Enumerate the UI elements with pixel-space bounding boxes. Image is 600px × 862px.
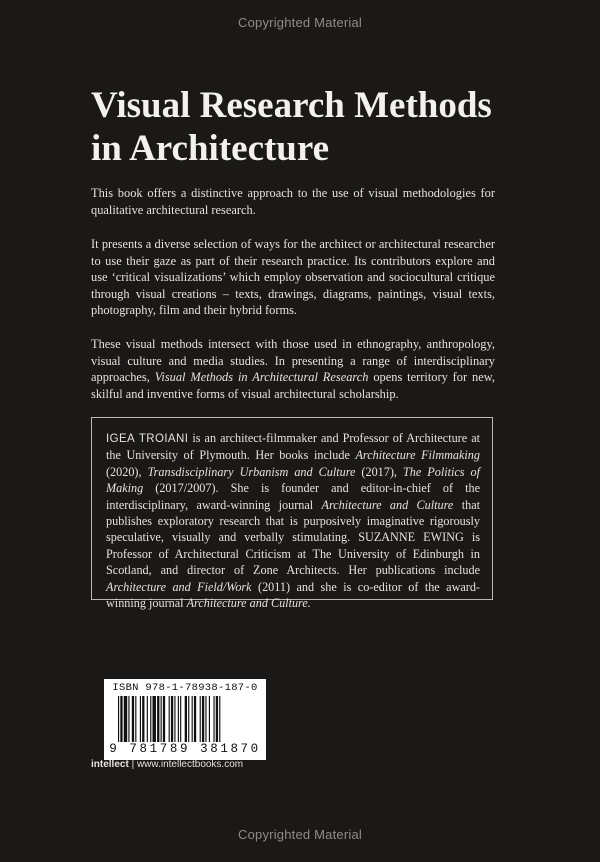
barcode-bar <box>161 696 162 742</box>
bio-text: (2020), <box>106 464 148 479</box>
barcode-bar <box>174 696 175 742</box>
author-name-troiani: IGEA TROIANI <box>106 433 189 445</box>
barcode-bar <box>178 696 179 742</box>
barcode-bar <box>188 696 189 742</box>
barcode-bar <box>132 696 134 742</box>
barcode-bar <box>171 696 173 742</box>
publisher-line <box>91 759 243 770</box>
publisher-brand: intellect <box>91 759 129 770</box>
barcode-bar <box>120 696 122 742</box>
description-paragraph-1: This book offers a distinctive approach to the use of visual methodologies for qualitative architectural research. <box>91 186 495 217</box>
bio-book-title: Transdisciplinary Urbanism and Culture <box>147 464 356 479</box>
barcode-bar <box>135 696 136 742</box>
barcode-bar <box>202 696 204 742</box>
watermark-top: Copyrighted Material <box>238 15 362 30</box>
barcode-bar <box>200 696 201 742</box>
barcode-bar <box>180 696 181 742</box>
isbn-label: ISBN 978-1-78938-187-0 <box>112 682 258 694</box>
barcode-bar <box>142 696 144 742</box>
description-paragraph-3 <box>91 336 495 402</box>
barcode-bar <box>219 696 220 742</box>
bio-text: (2011) and she is co-editor of the award-winning journal <box>106 579 480 611</box>
barcode-bar <box>128 696 129 742</box>
barcode-bar <box>205 696 206 742</box>
barcode-bar <box>194 696 196 742</box>
barcode-bar <box>118 696 119 742</box>
barcode-bar <box>147 696 148 742</box>
paragraph-3-text-start: These visual methods intersect with those used in ethnography, anthropology, visual culture and media studies. In presenting a range of interdisciplinary approaches, <box>91 337 495 385</box>
barcode-bar <box>163 696 165 742</box>
barcode-bar <box>192 696 193 742</box>
barcode-bar <box>150 696 151 742</box>
barcode-bar <box>140 696 141 742</box>
bio-text: is an architect-filmmaker and Professor of Architecture at the University of Plymouth. Her books include <box>106 431 480 463</box>
barcode-bar <box>124 696 127 742</box>
barcode-bar <box>185 696 187 742</box>
description-paragraph-2: It presents a diverse selection of ways for the architect or architectural researcher to use their gaze as part of their research practice. Its contributors explore and use ‘critical visualizations’ which employ observation and sociocultural critique through visual creations – texts, drawings, diagrams, paintings, visual texts, photography, film and their hybrid forms. <box>91 237 495 318</box>
paragraph-3-italic-title: Visual Methods in Architectural Research <box>154 370 369 385</box>
bio-journal-title: Architecture and Culture. <box>186 596 311 611</box>
barcode-bar <box>157 696 159 742</box>
book-title: Visual Research Methods in Architecture <box>91 85 492 169</box>
barcode-bar <box>213 696 214 742</box>
publisher-separator: | <box>128 759 137 770</box>
barcode-bar <box>216 696 218 742</box>
author-bio <box>106 430 480 611</box>
bio-book-title: Architecture and Field/Work <box>106 579 252 594</box>
bio-book-title: The Politics of Making <box>106 464 480 496</box>
bio-text: (2017/2007). She is founder and editor-in-chief of the interdisciplinary, award-winning journal <box>106 481 480 512</box>
watermark-bottom: Copyrighted Material <box>238 827 362 842</box>
bio-book-title: Architecture Filmmaking <box>355 448 480 463</box>
author-bio-box <box>91 417 493 611</box>
bio-journal-title: Architecture and Culture <box>321 497 454 512</box>
barcode-bars <box>118 696 258 742</box>
paragraph-3-text-end: opens territory for new, skilful and inventive forms of visual architectural scholarship. <box>91 370 495 401</box>
barcode-bar <box>209 696 210 742</box>
barcode-digits: 9 781789 381870 <box>109 742 261 756</box>
barcode-bar <box>169 696 170 742</box>
bio-text: that publishes exploratory research that is purposively imaginative rigorously speculative, visually and verbally stimulating. SUZANNE EWING is Professor of Architectural Criticism at The University of Edinburgh in Scotland, and director of Zone Architects. Her publications include <box>106 497 480 578</box>
barcode-bar <box>153 696 156 742</box>
publisher-url: www.intellectbooks.com <box>136 759 244 770</box>
bio-text: (2017), <box>355 464 403 479</box>
isbn-barcode <box>104 679 266 760</box>
